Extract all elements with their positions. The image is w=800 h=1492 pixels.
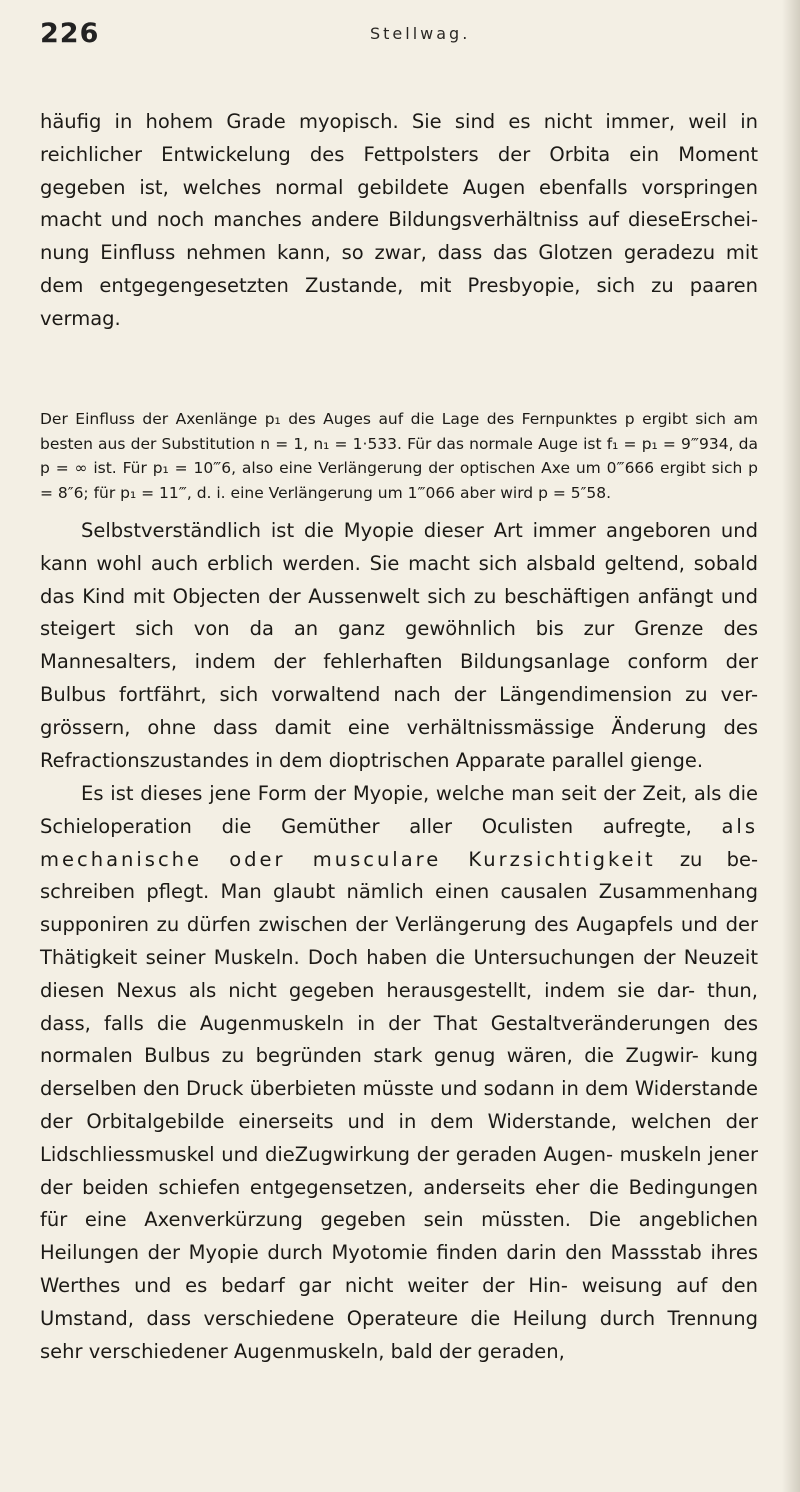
paragraph-3	[40, 778, 758, 1368]
page-edge-shadow	[782, 0, 800, 1492]
paragraph-2: Selbstverständlich ist die Myopie dieser Art immer angeboren und kann wohl auch erblich werden. Sie macht sich alsbald geltend, sobald das Kind mit Objecten der Aussenwelt sich zu beschäftigen anfängt und steigert sich von da an ganz gewöhnlich bis zur Grenze des Mannesalters, indem der fehlerhaften Bildungsanlage conform der Bulbus fortfährt, sich vorwaltend nach der Längendimension zu ver- grössern, ohne dass damit eine verhältnissmässige Änderung des Refractionszustandes in dem dioptrischen Apparate parallel gienge.	[40, 519, 758, 772]
footnote-formula-paragraph: Der Einfluss der Axenlänge p₁ des Auges auf die Lage des Fernpunktes p ergibt sich am besten aus der Substitution n = 1, n₁ = 1·533. Für das normale Auge ist f₁ = p₁ = 9‴934, da p = ∞ ist. Für p₁ = 10‴6, also eine Verlängerung der optischen Axe um 0‴666 ergibt sich p = 8″6; für p₁ = 11‴, d. i. eine Verlängerung um 1‴066 aber wird p = 5″58.	[40, 410, 758, 503]
running-title: Stellwag.	[370, 24, 471, 43]
paragraph-3-start: Es ist dieses jene Form der Myopie, welche man seit der Zeit, als die Schieloperation die Gemüther aller Oculisten aufregte,	[40, 782, 758, 838]
page-number: 226	[40, 18, 100, 49]
emphasized-term: als mechanische oder musculare Kurzsichtigkeit	[40, 814, 758, 871]
paragraph-3-rest: zu be- schreiben pflegt. Man glaubt nämlich einen causalen Zusammenhang supponiren zu dürfen zwischen der Verlängerung des Augapfels und der Thätigkeit seiner Muskeln. Doch haben die Untersuchungen der Neuzeit diesen Nexus als nicht gegeben herausgestellt, indem sie dar- thun, dass, falls die Augenmuskeln in der That Gestaltveränderungen des normalen Bulbus zu begründen stark genug wären, die Zugwir- kung derselben den Druck überbieten müsste und sodann in dem Widerstande der Orbitalgebilde einerseits und in dem Widerstande, welchen der Lidschliessmuskel und dieZugwirkung der geraden Augen- muskeln jener der beiden schiefen entgegensetzen, anderseits eher die Bedingungen für eine Axenverkürzung gegeben sein müssten. Die angeblichen Heilungen der Myopie durch Myotomie finden darin den Massstab ihres Werthes und es bedarf gar nicht weiter der Hin- weisung auf den Umstand, dass verschiedene Operateure die Heilung durch Trennung sehr verschiedener Augenmuskeln, bald der geraden,	[40, 847, 758, 1363]
paragraph-1: häufig in hohem Grade myopisch. Sie sind es nicht immer, weil in reichlicher Entwickelung des Fettpolsters der Orbita ein Moment gegeben ist, welches normal gebildete Augen ebenfalls vorspringen macht und noch manches andere Bildungsverhältniss auf dieseErschei- nung Einfluss nehmen kann, so zwar, dass das Glotzen geradezu mit dem entgegengesetzten Zustande, mit Presbyopie, sich zu paaren vermag.	[40, 110, 758, 330]
